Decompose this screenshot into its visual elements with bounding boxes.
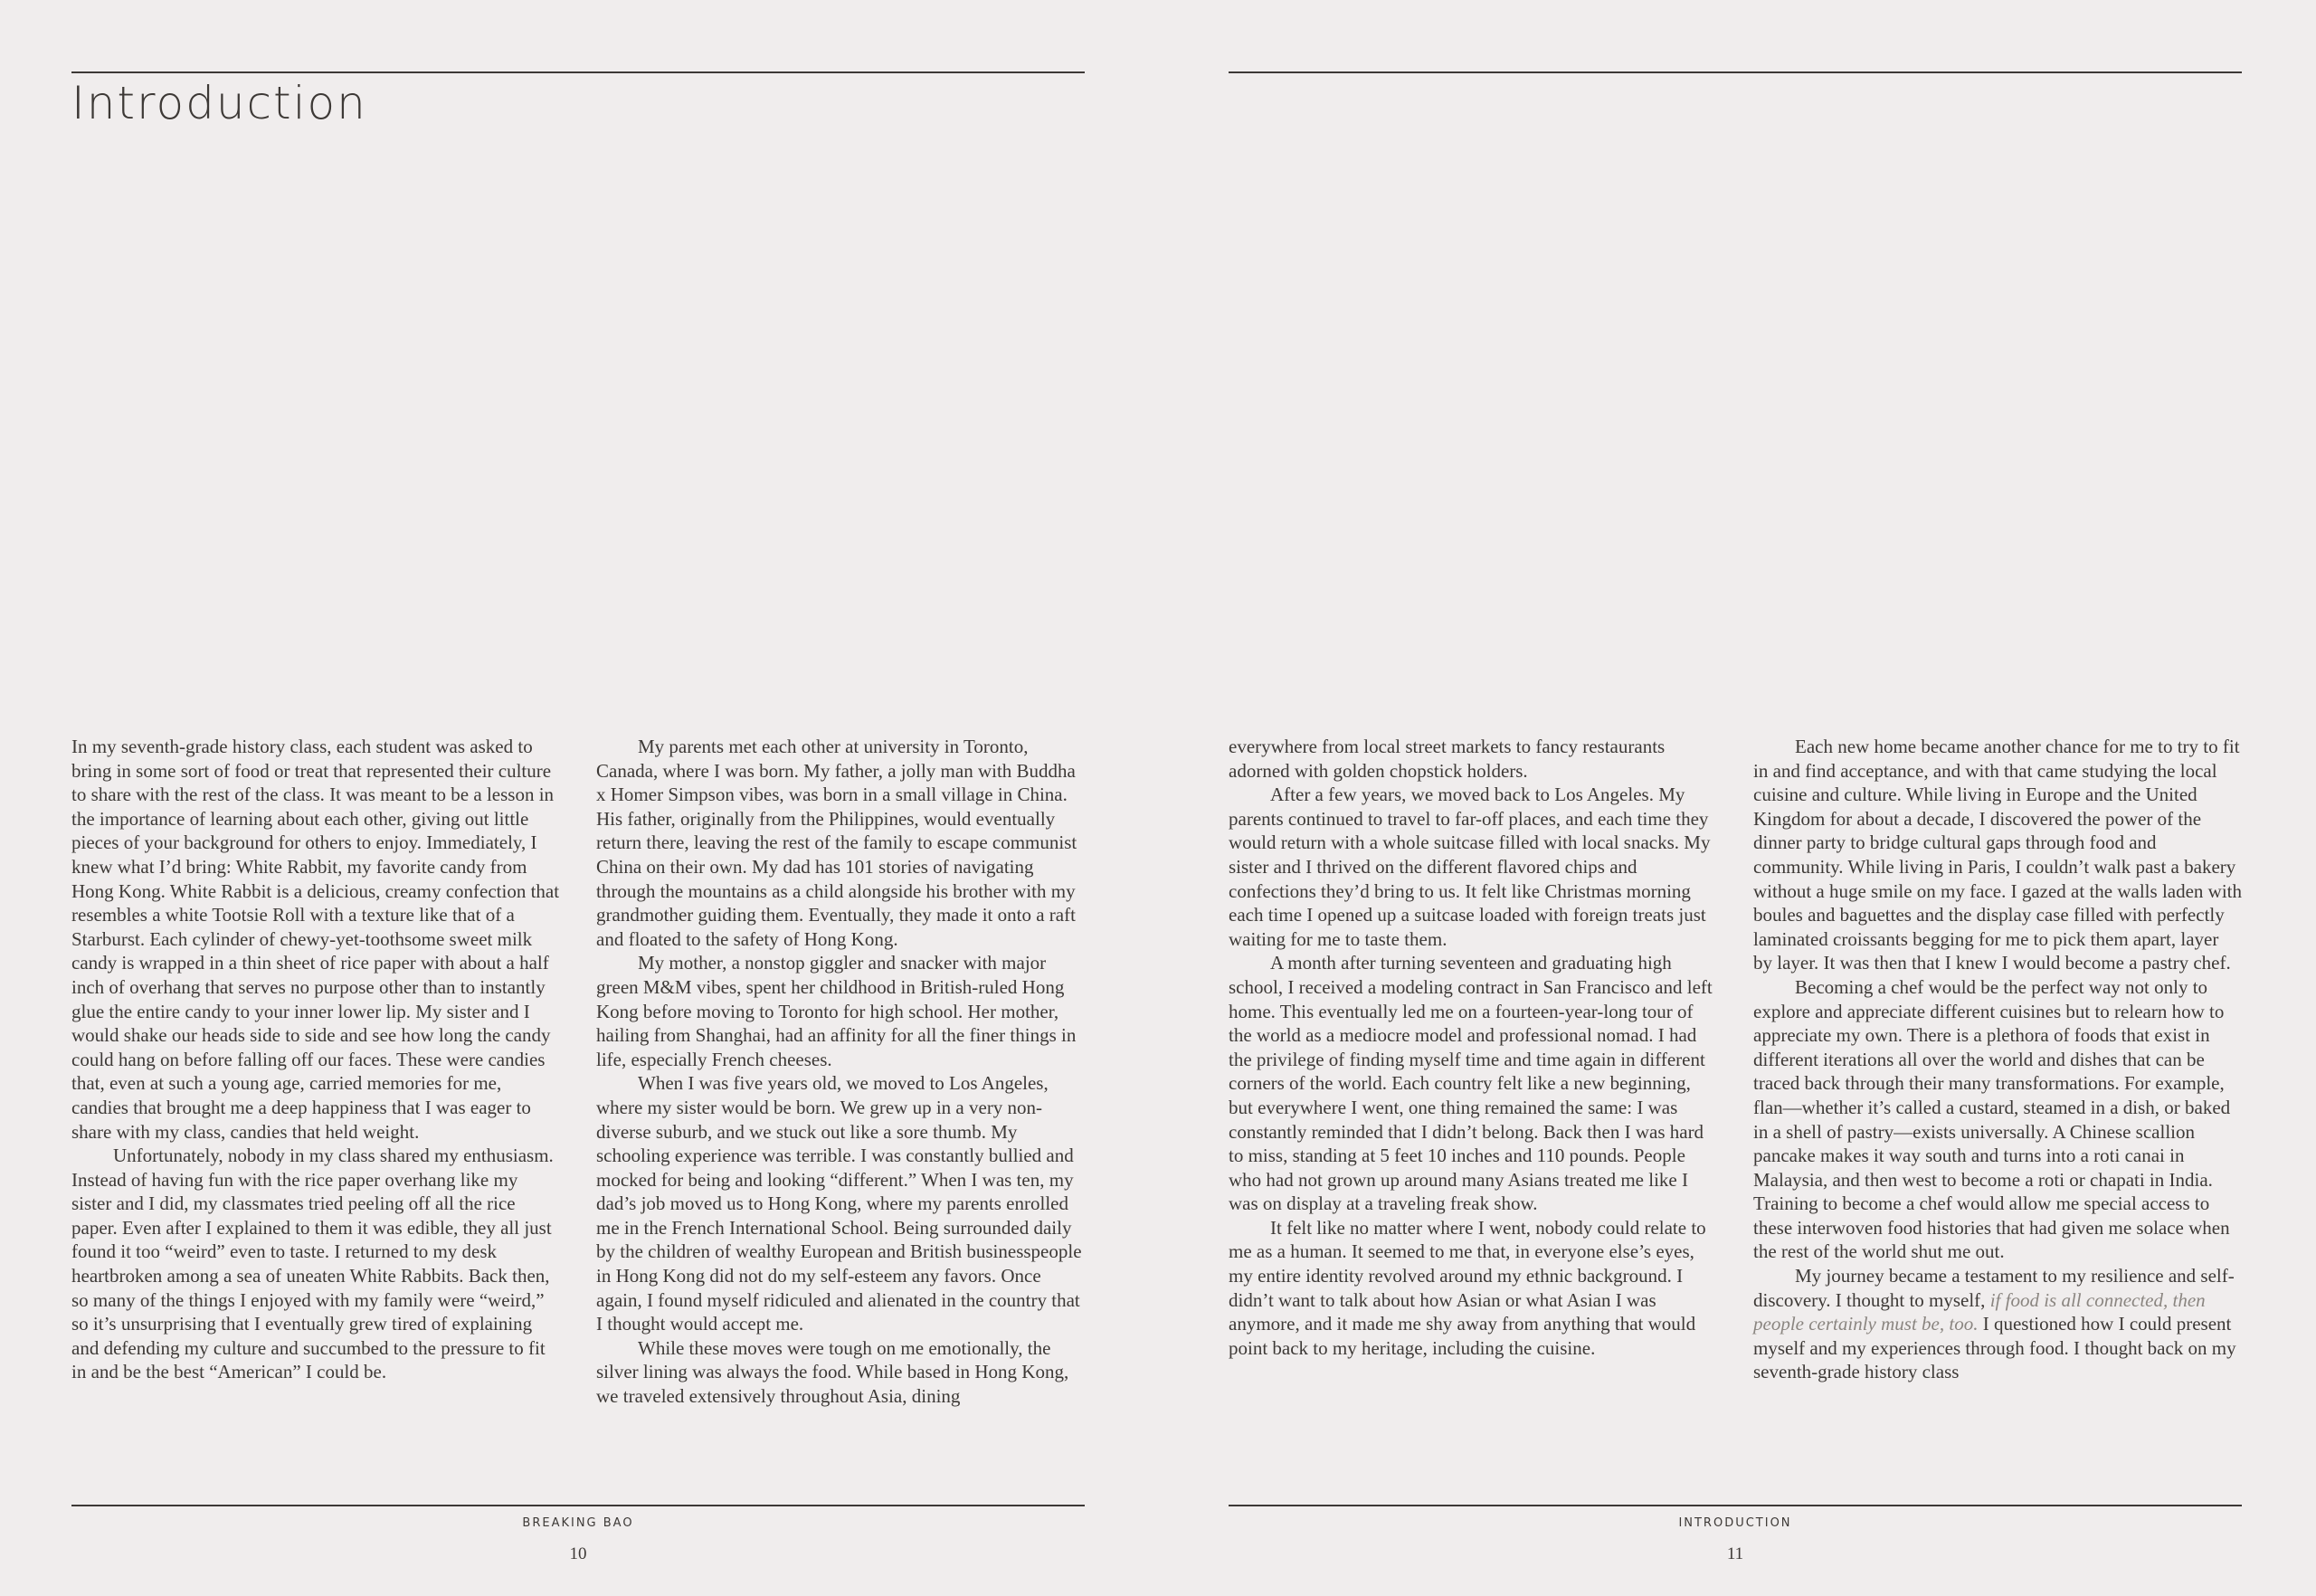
left-page-column-1 xyxy=(71,735,560,1384)
text-run: I questioned how I could present myself and my experiences through food. I thought back on my seventh-grade history class xyxy=(1753,1313,2236,1383)
paragraph: In my seventh-grade history class, each student was asked to bring in some sort of food or treat that represented their culture to share with the rest of the class. It was meant to be a lesson in the importance of learning about each other, giving out little pieces of your background for others to enjoy. Immediately, I knew what I’d bring: White Rabbit, my favorite candy from Hong Kong. White Rabbit is a delicious, creamy confection that resembles a white Tootsie Roll with a texture like that of a Starburst. Each cylinder of chewy-yet-toothsome sweet milk candy is wrapped in a thin sheet of rice paper with about a half inch of overhang that serves no purpose other than to instantly glue the entire candy to your inner lower lip. My sister and I would shake our heads side to side and see how long the candy could hang on before falling off our faces. These were candies that, even at such a young age, carried memories for me, candies that brought me a deep happiness that I was eager to share with my class, candies that held weight. xyxy=(71,736,560,1143)
paragraph: Each new home became another chance for me to try to fit in and find acceptance, and with that came studying the local cuisine and culture. While living in Europe and the United Kingdom for about a decade, I discovered the power of the dinner party to bridge cultural gaps through food and community. While living in Paris, I couldn’t walk past a bakery without a huge smile on my face. I gazed at the walls laden with boules and baguettes and the display case filled with perfectly laminated croissants begging for me to pick them apart, layer by layer. It was then that I knew I would become a pastry chef. xyxy=(1753,736,2243,974)
running-head: BREAKING BAO xyxy=(522,1516,634,1530)
bottom-rule xyxy=(71,1505,1085,1506)
paragraph-with-italic xyxy=(1753,1264,2242,1384)
top-rule xyxy=(1229,71,2242,73)
text-run: My journey became a testament to my resilience and self-discovery. I thought to myself, xyxy=(1753,1265,2235,1311)
paragraph: Becoming a chef would be the perfect way not only to explore and appreciate different cuisines but to relearn how to appreciate my own. There is a plethora of foods that exist in different iterations all over the world and dishes that can be traced back through their many transformations. For example, flan—whether it’s called a custard, steamed in a dish, or baked in a shell of pastry—exists universally. A Chinese scallion pancake makes it way south and turns into a roti canai in Malaysia, and then west to become a roti or chapati in India. Training to become a chef would allow me special access to these interwoven food histories that had given me solace when the rest of the world shut me out. xyxy=(1753,975,2231,1263)
chapter-title: Introduction xyxy=(71,77,367,129)
top-rule xyxy=(71,71,1085,73)
paragraph: everywhere from local street markets to fancy restaurants adorned with golden chopstick holders. xyxy=(1229,736,1666,782)
paragraph: A month after turning seventeen and graduating high school, I received a modeling contract in San Francisco and left home. This eventually led me on a fourteen-year-long tour of the world as a mediocre model and professional nomad. I had the privilege of finding myself time and time again in different corners of the world. Each country felt like a new beginning, but everywhere I went, one thing remained the same: I was constantly reminded that I didn’t belong. Back then I was hard to miss, standing at 5 feet 10 inches and 110 pounds. People who had not grown up around many Asians treated me like I was on display at a traveling freak show. xyxy=(1229,952,1713,1215)
paragraph: After a few years, we moved back to Los Angeles. My parents continued to travel to far-off places, and each time they would return with a whole suitcase filled with local snacks. My sister and I thrived on the different flavored chips and confections they’d bring to us. It felt like Christmas morning each time I opened up a suitcase loaded with foreign treats just waiting for me to taste them. xyxy=(1229,784,1711,950)
paragraph: It felt like no matter where I went, nobody could relate to me as a human. It seemed to me that, in everyone else’s eyes, my entire identity revolved around my ethnic background. I didn’t want to talk about how Asian or what Asian I was anymore, and it made me shy away from anything that would point back to my heritage, including the cuisine. xyxy=(1229,1216,1706,1359)
running-head: INTRODUCTION xyxy=(1678,1516,1792,1530)
paragraph: My mother, a nonstop giggler and snacker with major green M&M vibes, spent her childhood in British-ruled Hong Kong before moving to Toronto for high school. Her mother, hailing from Shanghai, had an affinity for all the finer things in life, especially French cheeses. xyxy=(596,952,1077,1070)
right-page xyxy=(1229,0,2242,1596)
right-page-column-2 xyxy=(1753,735,2242,1384)
paragraph: While these moves were tough on me emotionally, the silver lining was always the food. While based in Hong Kong, we traveled extensively throughout Asia, dining xyxy=(596,1336,1069,1408)
left-page-column-2 xyxy=(596,735,1085,1409)
page-number: 11 xyxy=(1726,1544,1744,1563)
paragraph: My parents met each other at university in Toronto, Canada, where I was born. My father, a jolly man with Buddha x Homer Simpson vibes, was born in a small village in China. His father, originally from the Philippines, would eventually return there, leaving the rest of the family to escape communist China on their own. My dad has 101 stories of navigating through the mountains as a child alongside his brother with my grandmother guiding them. Eventually, they made it onto a raft and floated to the safety of Hong Kong. xyxy=(596,736,1077,950)
italic-phrase: if food is all connected, then people certainly must be, too. xyxy=(1753,1288,2206,1335)
page-number: 10 xyxy=(569,1544,587,1563)
paragraph: When I was five years old, we moved to Los Angeles, where my sister would be born. We grew up in a very non-diverse suburb, and we stuck out like a sore thumb. My schooling experience was terrible. I was constantly bullied and mocked for being and looking “different.” When I was ten, my dad’s job moved us to Hong Kong, where my parents enrolled me in the French International School. Being surrounded daily by the children of wealthy European and British businesspeople in Hong Kong did not do my self-esteem any favors. Once again, I found myself ridiculed and alienated in the country that I thought would accept me. xyxy=(596,1072,1082,1335)
paragraph: Unfortunately, nobody in my class shared my enthusiasm. Instead of having fun with the rice paper overhang like my sister and I did, my classmates tried peeling off all the rice paper. Even after I explained to them it was edible, they all just found it too “weird” even to taste. I returned to my desk heartbroken among a sea of uneaten White Rabbits. Back then, so many of the things I enjoyed with my family were “weird,” so it’s unsurprising that I eventually grew tired of explaining and defending my culture and succumbed to the pressure to fit in and be the best “American” I could be. xyxy=(71,1145,554,1383)
bottom-rule xyxy=(1229,1505,2242,1506)
left-page xyxy=(71,0,1085,1596)
right-page-column-1 xyxy=(1229,735,1717,1360)
